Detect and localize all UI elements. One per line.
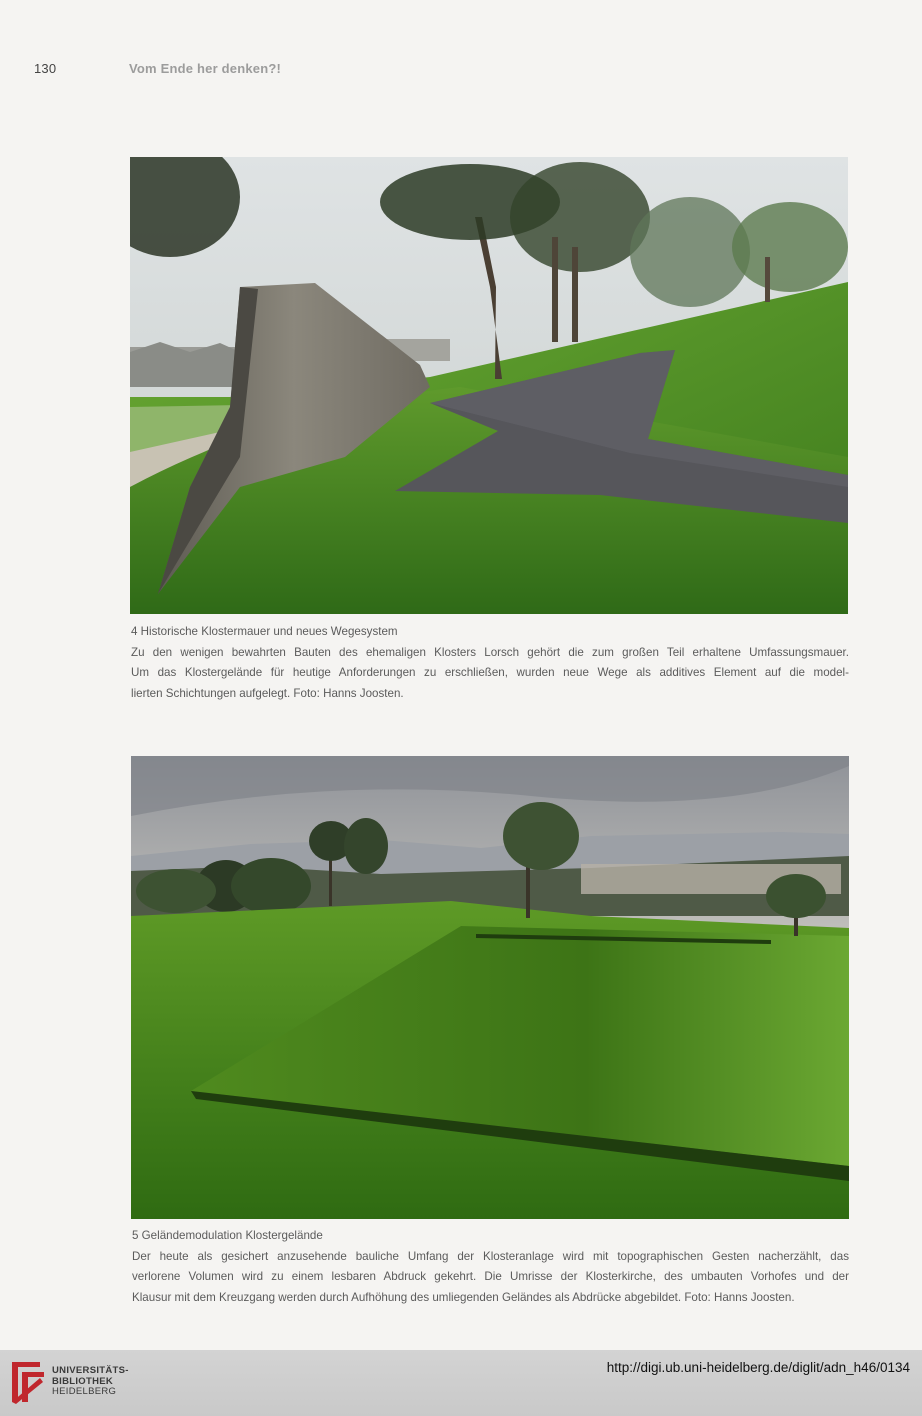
figure-5-photo xyxy=(131,756,849,1219)
caption-title: 5 Geländemodulation Klostergelände xyxy=(132,1229,323,1242)
figure-4-photo xyxy=(130,157,848,614)
permalink-url[interactable]: http://digi.ub.uni-heidelberg.de/diglit/adn_h46/0134 xyxy=(606,1360,910,1375)
caption-line: Um das Klostergelände für heutige Anforderungen zu erschließen, wurden neue Wege als additives Element auf die model- xyxy=(131,666,849,679)
digitization-footer xyxy=(0,1350,922,1416)
caption-line: Der heute als gesichert anzusehende bauliche Umfang der Klosteranlage wird mit topographischen Gesten nacherzählt, das xyxy=(132,1249,849,1263)
library-name-line-1: UNIVERSITÄTS- xyxy=(52,1365,129,1376)
running-title: Vom Ende her denken?! xyxy=(129,61,282,76)
library-name-line-3: HEIDELBERG xyxy=(52,1386,117,1397)
figure-5-caption xyxy=(132,1226,849,1308)
running-header xyxy=(34,61,281,76)
caption-title: 4 Historische Klostermauer und neues Wegesystem xyxy=(131,625,398,638)
library-name xyxy=(52,1366,129,1398)
figure-4-caption xyxy=(131,622,849,704)
page-number: 130 xyxy=(34,61,57,76)
caption-line: Zu den wenigen bewahrten Bauten des ehemaligen Klosters Lorsch gehört die zum großen Teil erhaltene Umfassungsmauer. xyxy=(131,645,849,659)
caption-line: lierten Schichtungen aufgelegt. Foto: Hanns Joosten. xyxy=(131,686,404,700)
caption-line: Klausur mit dem Kreuzgang werden durch Aufhöhung des umliegenden Geländes als Abdrücke abgebildet. Foto: Hanns Joosten. xyxy=(132,1290,795,1304)
university-library-logo-icon xyxy=(10,1358,46,1406)
caption-line: verlorene Volumen wird zu einem lesbaren Abdruck gekehrt. Die Umrisse der Klosterkirche, des umbauten Vorhofes und der xyxy=(132,1270,849,1283)
library-name-line-2: BIBLIOTHEK xyxy=(52,1375,114,1387)
